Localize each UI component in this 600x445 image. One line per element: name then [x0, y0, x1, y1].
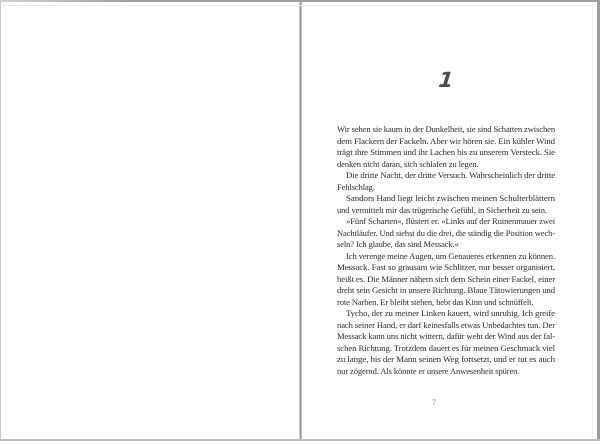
- page-gutter-divider: [299, 2, 302, 439]
- text-line: Die dritte Nacht, der dritte Versuch. Wahrscheinlich der dritte: [346, 170, 556, 180]
- text-line: seln? Ich glaube, das sind Messack.«: [337, 239, 459, 249]
- text-line: zu lange, bis der Mann seinen Weg fortsetzt, und er tut es auch: [337, 354, 556, 364]
- text-line: schen Richtung. Trotzdem dauert es für meinen Geschmack viel: [337, 342, 555, 353]
- spread-top-edge: [0, 0, 600, 2]
- chapter-number: 1: [437, 68, 455, 92]
- spread-left-edge: [0, 1, 1, 441]
- text-line: nur zögernd. Als könnte er unsere Anwesenheit spüren.: [337, 365, 520, 376]
- spread-bottom-strip: [0, 441, 600, 445]
- text-line: »Fünf Scharten«, flüstert er. »Links auf der Ruinenmauer zwei: [346, 216, 556, 226]
- text-line: Wir sehen sie kaum in der Dunkelheit, sie sind Schatten zwischen: [337, 124, 555, 134]
- page-inner-edge-line: [2, 5, 596, 6]
- text-line: Messack kann uns nicht wittern, dafür weht der Wind aus der fal-: [337, 331, 556, 341]
- text-line: dem Flackern der Fackeln. Aber wir hören sie. Ein kühler Wind: [337, 135, 555, 146]
- body-text: [337, 124, 555, 377]
- text-line: Nachtläufer. Und siehst du die drei, die ständig die Position wech-: [337, 227, 555, 238]
- text-line: trägt ihre Stimmen und ihr Lachen bis zu unserem Versteck. Sie: [337, 147, 555, 157]
- text-line: Sandors Hand liegt leicht zwischen meinen Schulterblättern: [346, 193, 555, 203]
- right-page: [302, 2, 597, 439]
- text-line: dreht sein Gesicht in unsere Richtung. Blaue Tätowierungen und: [337, 285, 555, 295]
- page-inner-edge-line-right: [592, 3, 593, 439]
- text-line: Fehlschlag.: [337, 181, 375, 192]
- text-line: Tycho, der zu meiner Linken kauert, wird unruhig. Ich greife: [346, 308, 555, 318]
- text-line: Messack. Fast so grausam wie Schlitzer, nur besser organisiert,: [337, 262, 555, 272]
- left-page-blank: [1, 2, 299, 439]
- text-line: nach seiner Hand, er darf keinesfalls etwas Unbedachtes tun. Der: [337, 319, 555, 330]
- text-line: heißt es. Die Männer nähern sich dem Schein einer Fackel, einer: [337, 273, 556, 284]
- text-line: rote Narben. Er bleibt stehen, hebt das Kinn und schnüffelt.: [337, 296, 534, 307]
- text-line: denken nicht daran, sich schlafen zu legen.: [337, 158, 479, 169]
- text-line: und vermittelt mir das trügerische Gefühl, in Sicherheit zu sein.: [337, 204, 547, 215]
- text-line: Ich verenge meine Augen, um Genaueres erkennen zu können.: [346, 250, 555, 261]
- page-number: 7: [432, 398, 436, 407]
